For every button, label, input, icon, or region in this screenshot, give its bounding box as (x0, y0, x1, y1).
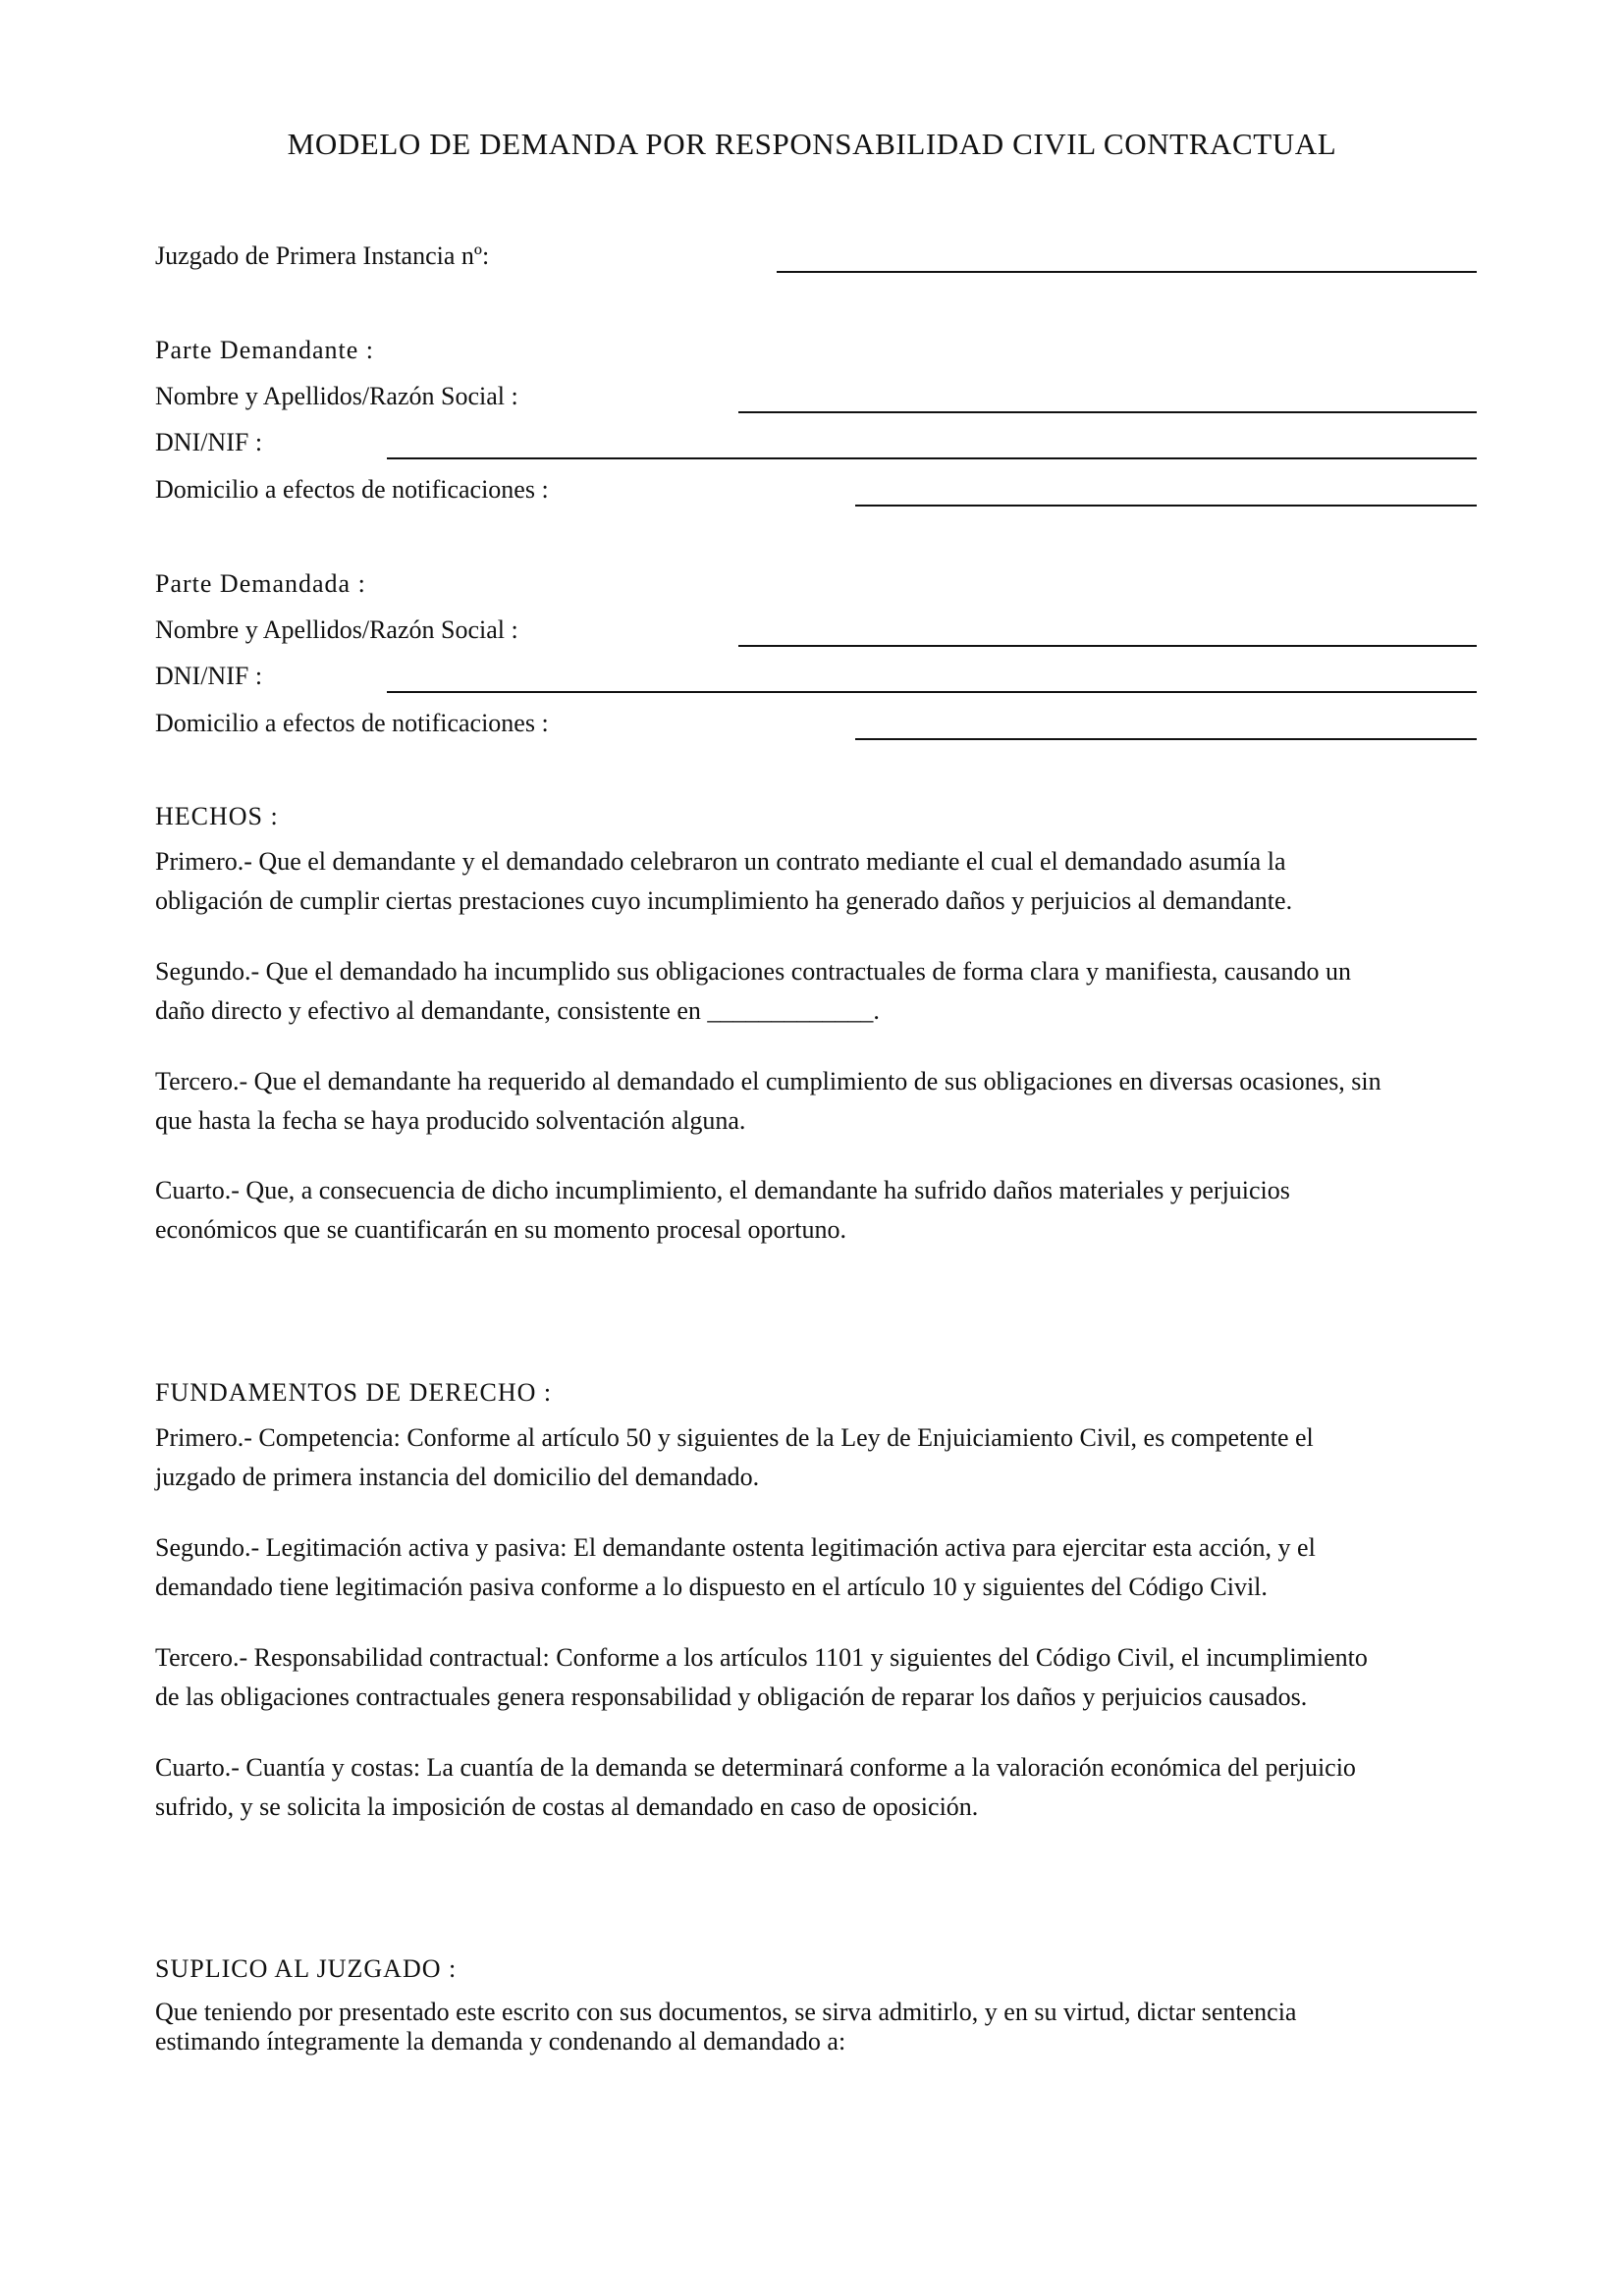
paragraph-line: económicos que se cuantificarán en su momento procesal oportuno. (155, 1215, 846, 1244)
demandante-dni-field (155, 426, 1477, 461)
fundamentos-primero (155, 1418, 1481, 1497)
paragraph-line: Tercero.- Que el demandante ha requerido al demandado el cumplimiento de sus obligaciones en diversas ocasiones, sin (155, 1067, 1381, 1095)
juzgado-blank-line[interactable] (777, 271, 1477, 273)
demandante-nombre-blank-line[interactable] (738, 411, 1477, 413)
demandada-domicilio-blank-line[interactable] (855, 738, 1477, 740)
fundamentos-cuarto (155, 1748, 1481, 1827)
hechos-segundo (155, 952, 1481, 1031)
paragraph-line: demandado tiene legitimación pasiva conforme a lo dispuesto en el artículo 10 y siguientes del Código Civil. (155, 1573, 1268, 1601)
hechos-primero (155, 842, 1481, 921)
paragraph-line: sufrido, y se solicita la imposición de costas al demandado en caso de oposición. (155, 1792, 979, 1821)
paragraph-line: de las obligaciones contractuales genera responsabilidad y obligación de reparar los daños y perjuicios causados. (155, 1682, 1308, 1711)
demandante-dni-blank-line[interactable] (387, 457, 1477, 459)
demandada-dni-label: DNI/NIF : (155, 662, 263, 690)
paragraph-line: estimando íntegramente la demanda y condenando al demandado a: (155, 2027, 846, 2056)
fundamentos-heading: FUNDAMENTOS DE DERECHO : (155, 1378, 553, 1407)
paragraph-line: Cuarto.- Que, a consecuencia de dicho incumplimiento, el demandante ha sufrido daños materiales y perjuicios (155, 1176, 1290, 1204)
demandada-nombre-label: Nombre y Apellidos/Razón Social : (155, 615, 518, 644)
paragraph-line: Segundo.- Legitimación activa y pasiva: El demandante ostenta legitimación activa para ejercitar esta acción, y el (155, 1533, 1316, 1562)
demandada-heading: Parte Demandada : (155, 569, 366, 598)
juzgado-field (155, 240, 1477, 275)
demandada-domicilio-field (155, 707, 1477, 742)
paragraph-line: Que teniendo por presentado este escrito con sus documentos, se sirva admitirlo, y en su virtud, dictar sentencia (155, 1998, 1297, 2026)
hechos-heading: HECHOS : (155, 802, 279, 830)
demandante-heading: Parte Demandante : (155, 336, 375, 364)
suplico-heading: SUPLICO AL JUZGADO : (155, 1954, 458, 1983)
paragraph-line: obligación de cumplir ciertas prestaciones cuyo incumplimiento ha generado daños y perjuicios al demandante. (155, 886, 1293, 915)
demandante-nombre-label: Nombre y Apellidos/Razón Social : (155, 382, 518, 410)
juzgado-label: Juzgado de Primera Instancia nº: (155, 241, 490, 270)
demandante-domicilio-label: Domicilio a efectos de notificaciones : (155, 475, 549, 504)
demandante-nombre-field (155, 380, 1477, 415)
fundamentos-segundo (155, 1528, 1481, 1607)
demandada-domicilio-label: Domicilio a efectos de notificaciones : (155, 709, 549, 737)
paragraph-line: juzgado de primera instancia del domicilio del demandado. (155, 1463, 760, 1491)
paragraph-line: Cuarto.- Cuantía y costas: La cuantía de la demanda se determinará conforme a la valoración económica del perjuicio (155, 1753, 1356, 1782)
demandante-dni-label: DNI/NIF : (155, 428, 263, 456)
hechos-tercero (155, 1062, 1481, 1141)
demandante-domicilio-blank-line[interactable] (855, 505, 1477, 507)
demandada-nombre-field (155, 614, 1477, 649)
paragraph-line: Primero.- Que el demandante y el demandado celebraron un contrato mediante el cual el demandado asumía la (155, 847, 1286, 876)
document-title: MODELO DE DEMANDA POR RESPONSABILIDAD CIVIL CONTRACTUAL (287, 127, 1337, 161)
demandada-nombre-blank-line[interactable] (738, 645, 1477, 647)
hechos-cuarto (155, 1171, 1481, 1250)
paragraph-line: Tercero.- Responsabilidad contractual: Conforme a los artículos 1101 y siguientes del Código Civil, el incumplimiento (155, 1643, 1368, 1672)
paragraph-line: Primero.- Competencia: Conforme al artículo 50 y siguientes de la Ley de Enjuiciamiento Civil, es competente el (155, 1423, 1314, 1452)
demandada-dni-blank-line[interactable] (387, 691, 1477, 693)
demandante-domicilio-field (155, 473, 1477, 508)
paragraph-line: Segundo.- Que el demandado ha incumplido sus obligaciones contractuales de forma clara y manifiesta, causando un (155, 957, 1352, 986)
paragraph-line: daño directo y efectivo al demandante, consistente en _____________. (155, 996, 880, 1025)
demandada-dni-field (155, 660, 1477, 695)
paragraph-line: que hasta la fecha se haya producido solventación alguna. (155, 1106, 746, 1135)
suplico-paragraph (155, 1998, 1481, 2056)
fundamentos-tercero (155, 1638, 1481, 1717)
